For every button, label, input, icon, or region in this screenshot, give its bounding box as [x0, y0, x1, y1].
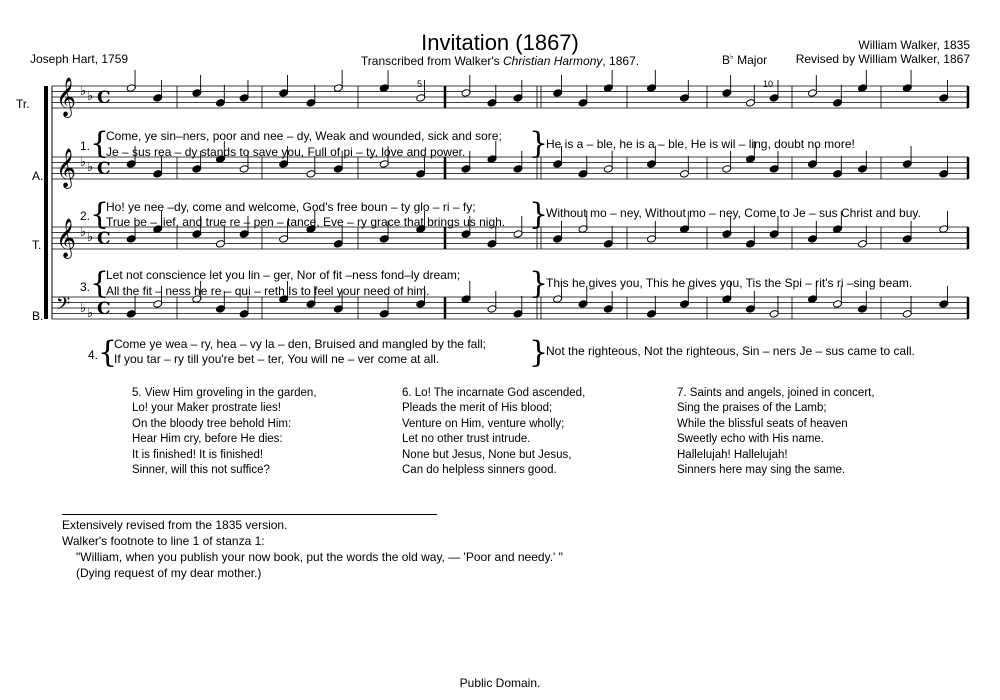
stanza-line: While the blissful seats of heaven: [677, 417, 848, 430]
stanza-line: On the bloody tree behold Him:: [132, 417, 292, 430]
song-title: Invitation (1867): [421, 30, 579, 55]
stanza-line: Hallelujah! Hallelujah!: [677, 448, 788, 461]
footnote-divider: [62, 514, 437, 515]
stanza-line: Hear Him cry, before He dies:: [132, 433, 283, 446]
verse-brace: {: [98, 335, 118, 370]
verse-lyric-line: If you tar – ry till you're bet – ter, You will ne – ver come at all.: [114, 352, 440, 366]
measure-number: 5: [417, 79, 423, 89]
flat-icon: ♭: [87, 230, 94, 245]
treble-clef-icon: 𝄞: [56, 77, 77, 117]
stanza-line: Lo! your Maker prostrate lies!: [132, 402, 281, 415]
stanza-line: Venture on Him, venture wholly;: [402, 417, 565, 430]
flat-icon: ♭: [80, 301, 87, 316]
verse-lyric-line: Let not conscience let you lin – ger, Nor of fit –ness fond–ly dream;: [106, 268, 461, 282]
measure-number: 10: [763, 79, 774, 89]
poet-credit: Joseph Hart, 1759: [30, 52, 129, 66]
stanza-line: 7. Saints and angels, joined in concert,: [677, 387, 875, 399]
verse-number: 2.: [80, 209, 91, 223]
verse-number: 4.: [88, 348, 99, 362]
stanza-line: Sing the praises of the Lamb;: [677, 402, 827, 415]
stanza-line: Pleads the merit of His blood;: [402, 402, 553, 415]
stanza-line: Let no other trust intrude.: [402, 433, 531, 446]
reviser-credit: Revised by William Walker, 1867: [795, 52, 970, 66]
voice-label-bass: B.: [32, 309, 44, 323]
stanza-6: [402, 386, 585, 478]
stanza-line: 6. Lo! The incarnate God ascended,: [402, 387, 586, 399]
footnote-intro: Walker's footnote to line 1 of stanza 1:: [62, 534, 265, 548]
verse-lyric-line: Je – sus rea – dy stands to save you, Full of pi – ty, love and power.: [106, 145, 466, 159]
stanza-line: Sinner, will this not suffice?: [132, 464, 270, 477]
refrain-lyric-line: This he gives you, This he gives you, Tis the Spi – rit's ri –sing beam.: [546, 276, 913, 290]
flat-icon: ♭: [87, 160, 94, 175]
voice-label-treble: Tr.: [16, 97, 30, 111]
revision-note: Extensively revised from the 1835 version.: [62, 518, 288, 532]
subtitle: Transcribed from Walker's Christian Harmony, 1867.: [360, 54, 640, 68]
stanza-line: 5. View Him groveling in the garden,: [132, 387, 317, 399]
treble-clef-icon: 𝄞: [56, 148, 77, 188]
verse-number: 1.: [80, 139, 91, 153]
verse-lyric-line: Ho! ye nee –dy, come and welcome, God's free boun – ty glo – ri – fy;: [106, 200, 476, 214]
stanza-line: None but Jesus, None but Jesus,: [402, 448, 572, 461]
verse-brace: {: [90, 266, 110, 301]
footnote-source: (Dying request of my dear mother.): [76, 566, 262, 580]
time-signature-icon: C: [97, 88, 111, 108]
flat-icon: ♭: [87, 89, 94, 104]
flat-icon: ♭: [87, 306, 94, 321]
stanza-line: Sweetly echo with His name.: [677, 433, 825, 446]
verse-lyric-line: Come ye wea – ry, hea – vy la – den, Bruised and mangled by the fall;: [114, 337, 486, 351]
verse-brace: }: [529, 335, 549, 370]
voice-label-alto: A.: [32, 169, 44, 183]
verse-brace: }: [529, 126, 549, 161]
stanza-5: [132, 386, 317, 478]
stanza-7: [677, 386, 875, 478]
stanza-line: It is finished! It is finished!: [132, 448, 264, 461]
time-signature-icon: C: [97, 229, 111, 249]
verse-brace: }: [529, 197, 549, 232]
footnote-quote: "William, when you publish your now book, put the words the old way, — 'Poor and needy.' ": [76, 550, 563, 564]
refrain-lyric-line: Not the righteous, Not the righteous, Sin – ners Je – sus came to call.: [546, 344, 915, 358]
time-signature-icon: C: [97, 159, 111, 179]
refrain-lyric-line: Without mo – ney, Without mo – ney, Come to Je – sus Christ and buy.: [546, 206, 921, 220]
verse-lyric-line: All the fit – ness he re – qui – reth Is to feel your need of him.: [106, 284, 430, 298]
verse-brace: {: [90, 126, 110, 161]
verse-number: 3.: [80, 280, 91, 294]
flat-icon: ♭: [80, 225, 87, 240]
verse-brace: }: [529, 266, 549, 301]
verse-brace: {: [90, 197, 110, 232]
treble-clef-icon: 𝄞: [56, 218, 77, 258]
stanza-line: Sinners here may sing the same.: [677, 464, 846, 477]
stanza-line: Can do helpless sinners good.: [402, 464, 557, 477]
time-signature-icon: C: [97, 299, 111, 319]
verse-lyric-line: True be – lief, and true re – pen – tance, Eve – ry grace that brings us nigh.: [106, 215, 506, 229]
composer-credit: William Walker, 1835: [858, 38, 970, 52]
flat-icon: ♭: [80, 84, 87, 99]
voice-label-tenor: T.: [32, 238, 42, 252]
key-signature-label: B♭ Major: [722, 52, 768, 67]
verse-lyric-line: Come, ye sin–ners, poor and nee – dy, Weak and wounded, sick and sore;: [106, 129, 502, 143]
bass-clef-icon: 𝄢: [56, 294, 71, 319]
license-text: Public Domain.: [459, 676, 541, 690]
flat-icon: ♭: [80, 155, 87, 170]
refrain-lyric-line: He is a – ble, he is a – ble, He is wil – ling, doubt no more!: [546, 137, 855, 151]
footnotes: [62, 517, 563, 581]
